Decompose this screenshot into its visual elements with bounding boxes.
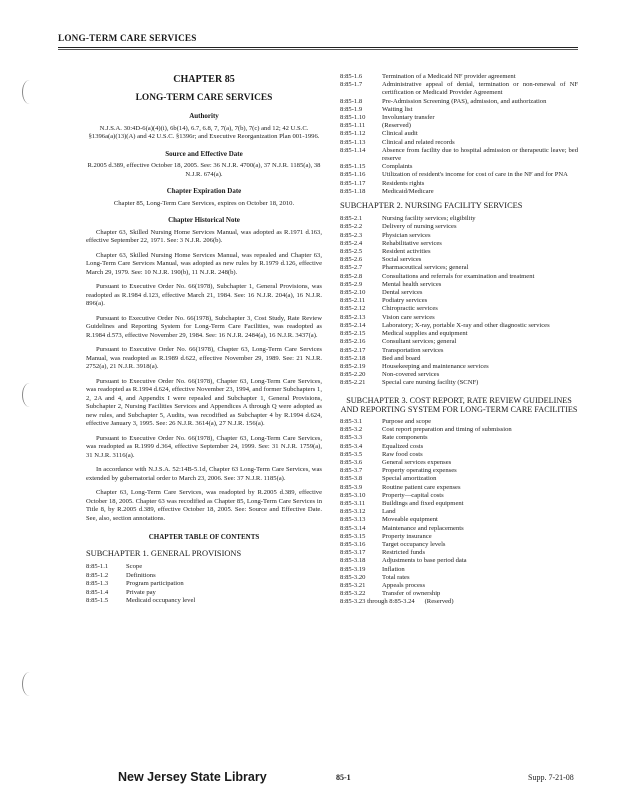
- toc-entry-number: 8:85-3.13: [340, 516, 366, 524]
- toc-entry: [340, 355, 578, 363]
- toc-entry-title: Moveable equipment: [382, 516, 438, 524]
- chapter-number: CHAPTER 85: [173, 74, 235, 85]
- toc-entry-number: 8:85-2.18: [340, 354, 366, 362]
- toc-entry-number: 8:85-3.11: [340, 499, 366, 507]
- subchapter-3-list: [340, 418, 578, 598]
- binder-hole-middle: [22, 383, 37, 407]
- toc-entry-number: 8:85-1.9: [340, 105, 363, 113]
- authority-heading: Authority: [189, 112, 219, 120]
- source-text: R.2005 d.389, effective October 18, 2005. See: 36 N.J.R. 4700(a), 37 N.J.R. 1185(a), 38 N.J.R. 674(a).: [87, 162, 321, 178]
- toc-heading: CHAPTER TABLE OF CONTENTS: [148, 533, 260, 541]
- toc-entry: [340, 147, 578, 163]
- subchapter-2-heading: SUBCHAPTER 2. NURSING FACILITY SERVICES: [340, 201, 523, 211]
- toc-entry: [340, 240, 578, 248]
- toc-entry-title: Dental services: [382, 289, 423, 297]
- toc-entry-title: Clinical and related records: [382, 138, 455, 146]
- toc-entry: [340, 322, 578, 330]
- toc-entry-number: 8:85-2.10: [340, 289, 366, 297]
- toc-entry-number: 8:85-1.5: [86, 597, 109, 604]
- toc-entry-number: 8:85-2.8: [340, 272, 363, 280]
- subchapter-1-list-left: [86, 563, 322, 606]
- history-paragraph: Pursuant to Executive Order No. 66(1978), Subchapter 1, General Provisions, was readopted as R.1984 d.123, effective March 21, 1984. See: 16 N.J.R. 204(a), 16 N.J.R. 896(a).: [86, 283, 322, 307]
- toc-entry-number: 8:85-1.14: [340, 146, 366, 154]
- toc-entry-title: Delivery of nursing services: [382, 223, 457, 231]
- toc-entry-number: 8:85-3.16: [340, 540, 366, 548]
- footer-library: New Jersey State Library: [118, 770, 267, 784]
- toc-entry: [340, 363, 578, 371]
- toc-entry-number: 8:85-3.20: [340, 573, 366, 581]
- toc-entry: [340, 557, 578, 565]
- toc-entry: [340, 541, 578, 549]
- toc-entry-number: 8:85-2.12: [340, 305, 366, 313]
- toc-entry: [340, 330, 578, 338]
- toc-entry-title: General services expenses: [382, 458, 452, 466]
- toc-entry: [340, 574, 578, 582]
- toc-entry: [86, 572, 322, 581]
- toc-entry: [340, 180, 578, 188]
- toc-entry-number: 8:85-1.3: [86, 580, 109, 587]
- toc-entry: [340, 525, 578, 533]
- toc-entry-title: Buildings and fixed equipment: [382, 499, 464, 507]
- footer-page-number: 85-1: [336, 773, 351, 782]
- toc-entry-number: 8:85-3.3: [340, 434, 363, 442]
- toc-entry-title: Program participation: [126, 580, 184, 587]
- toc-entry: [340, 73, 578, 81]
- binder-hole-bottom: [22, 672, 37, 696]
- toc-entry-number: 8:85-3.1: [340, 417, 363, 425]
- toc-entry: [86, 563, 322, 572]
- toc-entry-number: 8:85-3.6: [340, 458, 363, 466]
- toc-entry-number: 8:85-2.7: [340, 264, 363, 272]
- toc-entry-title: (Reserved): [382, 122, 411, 130]
- toc-entry-title: Target occupancy levels: [382, 540, 446, 548]
- toc-entry: [340, 188, 578, 196]
- subchapter-3-reserved-entry: 8:85-3.23 through 8:85-3.24 (Reserved): [340, 598, 454, 606]
- history-paragraph: Chapter 63, Long-Term Care Services, was readopted by R.2005 d.389, effective October 18, 2005. Chapter 63 was recodified as Chapter 85, Long-Term Care Services in Title 8, by R.2005 d.389, effective October 18, 2005. See: Source and Effective Date. See, also, section annotations.: [86, 489, 322, 522]
- toc-entry-number: 8:85-1.10: [340, 114, 366, 122]
- chapter-title: LONG-TERM CARE SERVICES: [135, 92, 273, 103]
- toc-entry-title: Consultant services; general: [382, 338, 457, 346]
- toc-entry-number: 8:85-1.18: [340, 187, 366, 195]
- toc-entry-title: Complaints: [382, 163, 413, 171]
- toc-entry-title: Mental health services: [382, 280, 442, 288]
- toc-entry-number: 8:85-2.13: [340, 313, 366, 321]
- toc-entry-number: 8:85-1.11: [340, 122, 366, 130]
- toc-entry: [340, 81, 578, 97]
- toc-entry-number: 8:85-3.10: [340, 491, 366, 499]
- toc-entry: [340, 371, 578, 379]
- toc-entry-title: Transportation services: [382, 346, 444, 354]
- toc-entry-title: Nursing facility services; eligibility: [382, 215, 476, 223]
- toc-entry: [340, 347, 578, 355]
- toc-entry: [340, 281, 578, 289]
- subchapter-2-list: [340, 215, 578, 387]
- toc-entry-number: 8:85-2.1: [340, 215, 363, 223]
- toc-entry-title: Utilization of resident's income for cost of care in the NF and for PNA: [382, 171, 568, 179]
- toc-entry-number: 8:85-1.13: [340, 138, 366, 146]
- toc-entry: [340, 171, 578, 179]
- history-paragraph: In accordance with N.J.S.A. 52:14B-5.1d, Chapter 63 Long-Term Care Services, was extended by gubernatorial order to March 23, 2006. See: 37 N.J.R. 1185(a).: [86, 466, 322, 482]
- toc-entry-number: 8:85-2.21: [340, 379, 366, 387]
- toc-entry: [340, 533, 578, 541]
- expiration-text: Chapter 85, Long-Term Care Services, expires on October 18, 2010.: [113, 199, 295, 207]
- toc-entry-number: 8:85-1.4: [86, 588, 109, 596]
- toc-entry-title: Private pay: [126, 588, 156, 596]
- toc-entry: [340, 130, 578, 138]
- history-heading: Chapter Historical Note: [168, 216, 240, 224]
- toc-entry-title: Cost report preparation and timing of submission: [382, 426, 512, 434]
- toc-entry-title: Termination of a Medicaid NF provider agreement: [382, 73, 516, 80]
- toc-entry-number: 8:85-3.18: [340, 557, 366, 565]
- toc-entry: [340, 338, 578, 346]
- toc-entry-title: Laboratory; X-ray, portable X-ray and other diagnostic services: [382, 321, 550, 329]
- toc-entry-title: Podiatry services: [382, 297, 428, 305]
- toc-entry-number: 8:85-2.5: [340, 248, 363, 256]
- toc-entry: [340, 582, 578, 590]
- toc-entry: [340, 273, 578, 281]
- toc-entry-title: Medical supplies and equipment: [382, 330, 468, 338]
- toc-entry-title: Resident activities: [382, 248, 431, 256]
- toc-entry: [340, 566, 578, 574]
- toc-entry-number: 8:85-3.8: [340, 475, 363, 483]
- toc-entry: [340, 467, 578, 475]
- toc-entry: [340, 484, 578, 492]
- toc-entry-title: Involuntary transfer: [382, 114, 435, 122]
- toc-entry-title: Clinical audit: [382, 130, 418, 138]
- toc-entry: [340, 106, 578, 114]
- toc-entry-number: 8:85-1.7: [340, 81, 363, 89]
- toc-entry-number: 8:85-2.2: [340, 223, 363, 231]
- source-heading: Source and Effective Date: [165, 149, 243, 158]
- header-rule-thin: [58, 49, 578, 50]
- toc-entry-number: 8:85-3.7: [340, 467, 363, 475]
- left-column: [86, 76, 322, 606]
- toc-entry: [340, 139, 578, 147]
- toc-entry: [340, 508, 578, 516]
- toc-entry-number: 8:85-2.17: [340, 346, 366, 354]
- right-column: [340, 73, 578, 607]
- toc-entry-title: Appeals process: [382, 581, 426, 589]
- toc-entry-number: 8:85-2.6: [340, 256, 363, 264]
- toc-entry: [340, 256, 578, 264]
- toc-entry-title: Transfer of ownership: [382, 590, 441, 598]
- toc-entry-number: 8:85-1.12: [340, 130, 366, 138]
- toc-entry-number: 8:85-3.17: [340, 549, 366, 557]
- toc-entry: [340, 289, 578, 297]
- toc-entry-number: 8:85-3.15: [340, 532, 366, 540]
- toc-entry: [86, 589, 322, 598]
- toc-entry-number: 8:85-3.4: [340, 442, 363, 450]
- toc-entry-title: Non-covered services: [382, 371, 440, 379]
- toc-entry: [340, 426, 578, 434]
- toc-entry-number: 8:85-1.15: [340, 163, 366, 171]
- toc-entry-title: Pre-Admission Screening (PAS), admission, and authorization: [382, 97, 547, 105]
- toc-entry: [86, 580, 322, 589]
- toc-entry-number: 8:85-3.19: [340, 565, 366, 573]
- toc-entry-number: 8:85-3.22: [340, 590, 366, 598]
- toc-entry-number: 8:85-2.9: [340, 280, 363, 288]
- toc-entry: [340, 379, 578, 387]
- toc-entry-title: Bed and board: [382, 354, 421, 362]
- toc-entry: [340, 98, 578, 106]
- toc-entry-number: 8:85-1.8: [340, 97, 363, 105]
- toc-entry: [340, 297, 578, 305]
- toc-entry-number: 8:85-2.11: [340, 297, 366, 305]
- toc-entry: [340, 549, 578, 557]
- toc-entry: [340, 248, 578, 256]
- toc-entry-title: Consultations and referrals for examination and treatment: [382, 272, 535, 280]
- toc-entry-title: Property operating expenses: [382, 467, 457, 475]
- toc-entry-number: 8:85-3.2: [340, 426, 363, 434]
- toc-entry: [340, 314, 578, 322]
- toc-entry-title: Property—capital costs: [382, 491, 444, 499]
- toc-entry-title: Social services: [382, 256, 422, 264]
- toc-entry-number: 8:85-3.14: [340, 524, 366, 532]
- toc-entry: [340, 114, 578, 122]
- toc-entry-number: 8:85-2.20: [340, 371, 366, 379]
- toc-entry-title: Physician services: [382, 231, 431, 239]
- toc-entry: [340, 223, 578, 231]
- history-paragraph: Chapter 63, Skilled Nursing Home Services Manual, was repealed and Chapter 63, Long-Term Care Services Manual, was adopted as new rules by R.1979 d.126, effective March 29, 1979. See: 10 N.J.R. 190(b), 11 N.J.R. 248(b).: [86, 251, 322, 276]
- toc-entry-title: Raw food costs: [382, 450, 423, 458]
- toc-entry: [340, 475, 578, 483]
- toc-entry-title: Property insurance: [382, 532, 432, 540]
- toc-entry-title: Medicaid occupancy level: [126, 597, 196, 604]
- toc-entry-title: Definitions: [126, 571, 156, 579]
- history-paragraph: Pursuant to Executive Order No. 66(1978), Chapter 63, Long-Term Care Services Manual, was readopted as R.1989 d.622, effective November 29, 1989. See: 21 N.J.R. 2752(a), 21 N.J.R. 3918(a).: [86, 346, 322, 370]
- toc-entry-number: 8:85-1.17: [340, 179, 366, 187]
- toc-entry: [340, 122, 578, 130]
- toc-entry-number: 8:85-2.14: [340, 321, 366, 329]
- toc-entry: [340, 443, 578, 451]
- history-paragraph: Pursuant to Executive Order No. 66(1978), Subchapter 3, Cost Study, Rate Review Guidelines and Reporting System for Long-Term Care Facilities, was readopted as R.1984 d.573, effective November 29, 1984. See: 16 N.J.R. 2484(a), 16 N.J.R. 3437(a).: [86, 314, 322, 339]
- expiration-heading: Chapter Expiration Date: [166, 187, 242, 195]
- toc-entry-title: Purpose and scope: [382, 417, 432, 425]
- toc-entry-title: Rehabilitative services: [382, 239, 442, 247]
- toc-entry: [340, 215, 578, 223]
- toc-entry-title: Housekeeping and maintenance services: [382, 362, 489, 370]
- toc-entry: [340, 451, 578, 459]
- toc-entry-number: 8:85-2.3: [340, 231, 363, 239]
- history-paragraph: Pursuant to Executive Order No. 66(1978), Chapter 63, Long-Term Care Services, was readopted as R.1999 d.364, effective September 24, 1999. See: 31 N.J.R. 1759(a), 31 N.J.R. 3116(a).: [86, 434, 322, 459]
- toc-entry-title: Absence from facility due to hospital admission or therapeutic leave; bed reserve: [382, 146, 578, 163]
- toc-entry-title: Pharmaceutical services; general: [382, 264, 469, 272]
- page-header: LONG-TERM CARE SERVICES: [58, 33, 197, 43]
- toc-entry: [340, 434, 578, 442]
- toc-entry-number: 8:85-3.21: [340, 581, 366, 589]
- toc-entry-title: Medicaid/Medicare: [382, 187, 434, 195]
- toc-entry-title: Restricted funds: [382, 549, 426, 557]
- toc-entry: [340, 500, 578, 508]
- toc-entry: [340, 590, 578, 598]
- toc-entry-title: Equalized costs: [382, 442, 424, 450]
- toc-entry-title: Special care nursing facility (SCNF): [382, 379, 479, 387]
- toc-entry-title: Inflation: [382, 565, 405, 573]
- toc-entry: [340, 232, 578, 240]
- subchapter-1-heading: SUBCHAPTER 1. GENERAL PROVISIONS: [86, 548, 242, 558]
- toc-entry: [340, 163, 578, 171]
- toc-entry-title: Vision care services: [382, 313, 435, 321]
- toc-entry-title: Special amortization: [382, 475, 437, 483]
- toc-entry: [340, 305, 578, 313]
- toc-entry-number: 8:85-1.16: [340, 171, 366, 179]
- toc-entry-number: 8:85-1.6: [340, 73, 363, 80]
- binder-hole-top: [22, 80, 37, 104]
- toc-entry: [340, 264, 578, 272]
- toc-entry-number: 8:85-3.5: [340, 450, 363, 458]
- history-paragraph: Chapter 63, Skilled Nursing Home Services Manual, was adopted as R.1971 d.163, effective September 22, 1971. See: 3 N.J.R. 206(b).: [86, 228, 322, 244]
- toc-entry: [86, 597, 322, 606]
- toc-entry-number: 8:85-2.19: [340, 362, 366, 370]
- toc-entry-number: 8:85-2.15: [340, 330, 366, 338]
- toc-entry-title: Chiropractic services: [382, 305, 438, 313]
- toc-entry-title: Maintenance and replacements: [382, 524, 464, 532]
- toc-entry-title: Administrative appeal of denial, termination or non-renewal of NF certification or Medicaid Provider Agreement: [382, 81, 578, 97]
- toc-entry-title: Waiting list: [382, 105, 413, 113]
- history-paragraph: Pursuant to Executive Order No. 66(1978), Chapter 63, Long-Term Care Services, was readopted as R.1994 d.624, effective November 23, 1994, and former Subchapters 1, 2, 2A and 4, and Appendix I were repealed and Subchapter 1, General Provisions, Subchapter 2, Nursing Facilities Services and Appendices A through Q were adopted as new rules, and Subchapter 5, Audits, was recodified as Subchapter 4 by R.1994 d.624, effective January 3, 1995. See: 26 N.J.R. 3614(a), 27 N.J.R. 156(a).: [86, 377, 322, 427]
- toc-entry-number: 8:85-3.9: [340, 483, 363, 491]
- toc-entry-title: Scope: [126, 563, 143, 570]
- subchapter-1-list-right: [340, 73, 578, 196]
- toc-entry: [340, 418, 578, 426]
- toc-entry-number: 8:85-2.4: [340, 239, 363, 247]
- subchapter-3-heading: SUBCHAPTER 3. COST REPORT, RATE REVIEW GUIDELINES AND REPORTING SYSTEM FOR LONG-TERM CARE FACILITIES: [340, 395, 578, 414]
- toc-entry-title: Residents rights: [382, 179, 425, 187]
- toc-entry: [340, 516, 578, 524]
- toc-entry: [340, 459, 578, 467]
- toc-entry-title: Rate components: [382, 434, 428, 442]
- toc-entry: [340, 492, 578, 500]
- header-rule: [58, 47, 578, 48]
- toc-entry-title: Total rates: [382, 573, 410, 581]
- toc-entry-title: Land: [382, 508, 396, 516]
- toc-entry-number: 8:85-3.12: [340, 508, 366, 516]
- toc-entry-number: 8:85-1.1: [86, 563, 109, 570]
- footer-supplement: Supp. 7-21-08: [528, 773, 574, 782]
- toc-entry-title: Adjustments to base period data: [382, 557, 467, 565]
- authority-text: N.J.S.A. 30:4D-6(a)(4)(i), 6b(14), 6.7, 6.8, 7, 7(a), 7(b), 7(c) and 12; 42 U.S.C. §1396a(a)(13)(A) and 42 U.S.C. §1396r; and Executive Reorganization Plan 001-1996.: [88, 124, 320, 140]
- toc-entry-title: Routine patient care expenses: [382, 483, 461, 491]
- toc-entry-number: 8:85-2.16: [340, 338, 366, 346]
- toc-entry-number: 8:85-1.2: [86, 571, 109, 579]
